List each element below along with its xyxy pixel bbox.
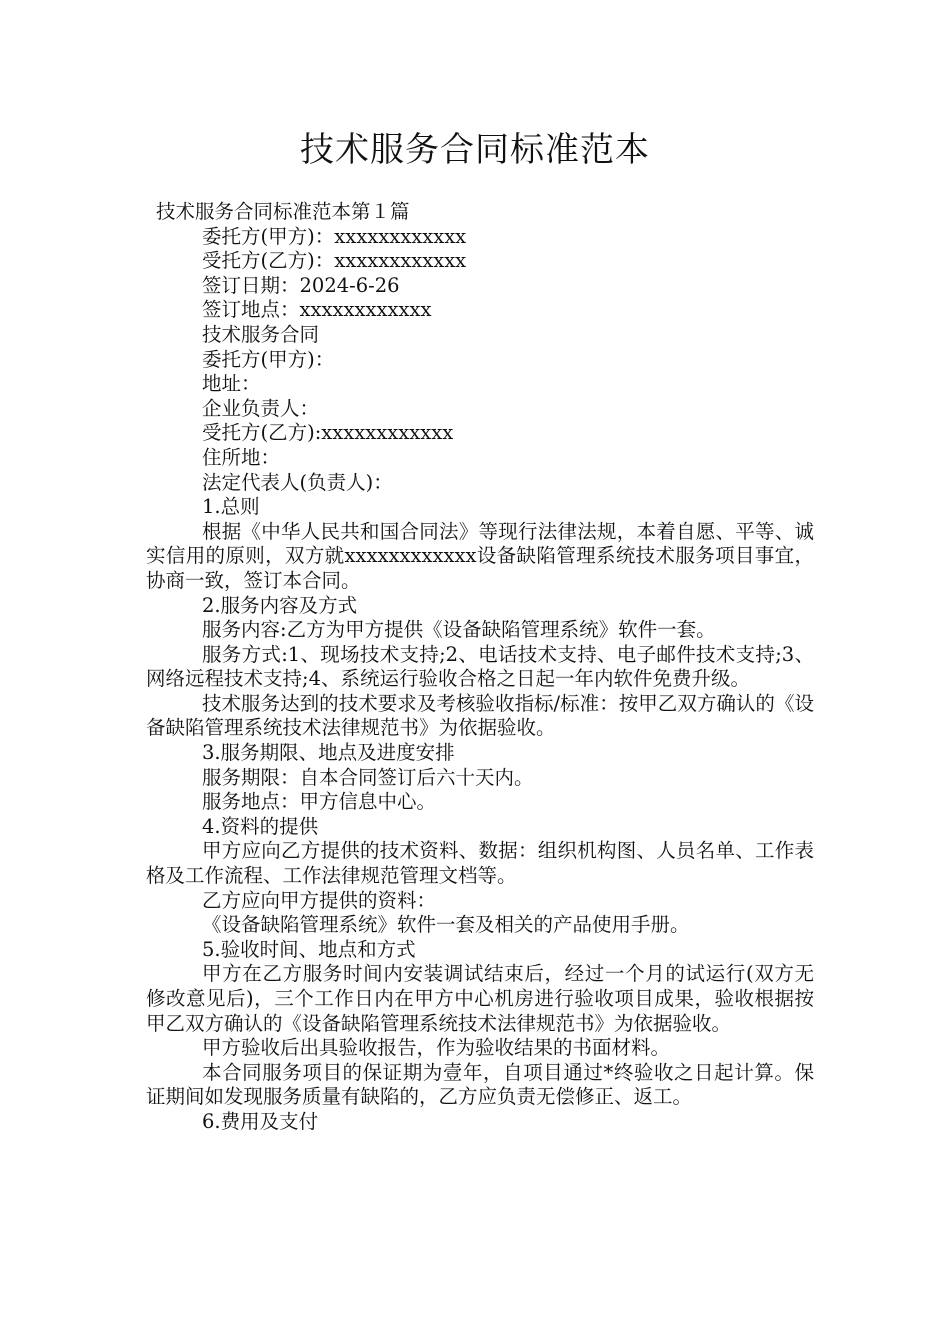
address-field-line: 地址： — [202, 372, 261, 396]
residence-field-line: 住所地： — [202, 445, 281, 469]
contract-name-line: 技术服务合同 — [202, 322, 320, 346]
document-title: 技术服务合同标准范本 — [300, 130, 650, 170]
paragraph-acceptance-2: 甲方验收后出具验收报告，作为验收结果的书面材料。 — [202, 1036, 671, 1060]
legal-rep-line: 法定代表人(负责人)： — [202, 470, 393, 494]
heading-general: 1.总则 — [202, 495, 260, 519]
client-field-line: 委托方(甲方)： — [202, 347, 335, 371]
signing-place-line: 签订地点：xxxxxxxxxxxx — [202, 298, 432, 322]
heading-service: 2.服务内容及方式 — [202, 593, 358, 617]
paragraph-acceptance-1: 甲方在乙方服务时间内安装调试结束后，经过一个月的试运行(双方无修改意见后)，三个工作日内在甲方中心机房进行验收项目成果，验收根据按甲乙双方确认的《设备缺陷管理系统技术法律规范书》为依据验收。 — [146, 962, 814, 1035]
paragraph-service-period: 服务期限：自本合同签订后六十天内。 — [202, 765, 534, 789]
paragraph-service-content: 服务内容:乙方为甲方提供《设备缺陷管理系统》软件一套。 — [202, 618, 716, 642]
document-body — [146, 200, 814, 1135]
contractor-line: 受托方(乙方)：xxxxxxxxxxxx — [202, 249, 467, 273]
paragraph-warranty: 本合同服务项目的保证期为壹年，自项目通过*终验收之日起计算。保证期间如发现服务质量有缺陷的，乙方应负责无偿修正、返工。 — [146, 1060, 814, 1109]
heading-materials: 4.资料的提供 — [202, 814, 319, 838]
paragraph-materials-a: 甲方应向乙方提供的技术资料、数据：组织机构图、人员名单、工作表格及工作流程、工作法律规范管理文档等。 — [146, 839, 814, 888]
paragraph-materials-b-label: 乙方应向甲方提供的资料： — [202, 888, 437, 912]
paragraph-service-method: 服务方式:1、现场技术支持;2、电话技术支持、电子邮件技术支持;3、网络远程技术支持;4、系统运行验收合格之日起一年内软件免费升级。 — [146, 642, 814, 691]
enterprise-head-line: 企业负责人： — [202, 396, 320, 420]
heading-fees: 6.费用及支付 — [202, 1109, 319, 1133]
contractor-field-line: 受托方(乙方):xxxxxxxxxxxx — [202, 421, 454, 445]
section-subtitle: 技术服务合同标准范本第１篇 — [156, 200, 410, 223]
paragraph-general: 根据《中华人民共和国合同法》等现行法律法规，本着自愿、平等、诚实信用的原则，双方就xxxxxxxxxxxx设备缺陷管理系统技术服务项目事宜，协商一致，签订本合同。 — [146, 519, 814, 592]
signing-date-line: 签订日期：2024-6-26 — [202, 273, 400, 297]
paragraph-materials-b: 《设备缺陷管理系统》软件一套及相关的产品使用手册。 — [202, 913, 690, 937]
paragraph-service-location: 服务地点：甲方信息中心。 — [202, 790, 437, 814]
paragraph-tech-requirements: 技术服务达到的技术要求及考核验收指标/标准：按甲乙双方确认的《设备缺陷管理系统技术法律规范书》为依据验收。 — [146, 691, 814, 740]
client-line: 委托方(甲方)：xxxxxxxxxxxx — [202, 224, 467, 248]
heading-period: 3.服务期限、地点及进度安排 — [202, 741, 455, 765]
heading-acceptance: 5.验收时间、地点和方式 — [202, 937, 416, 961]
